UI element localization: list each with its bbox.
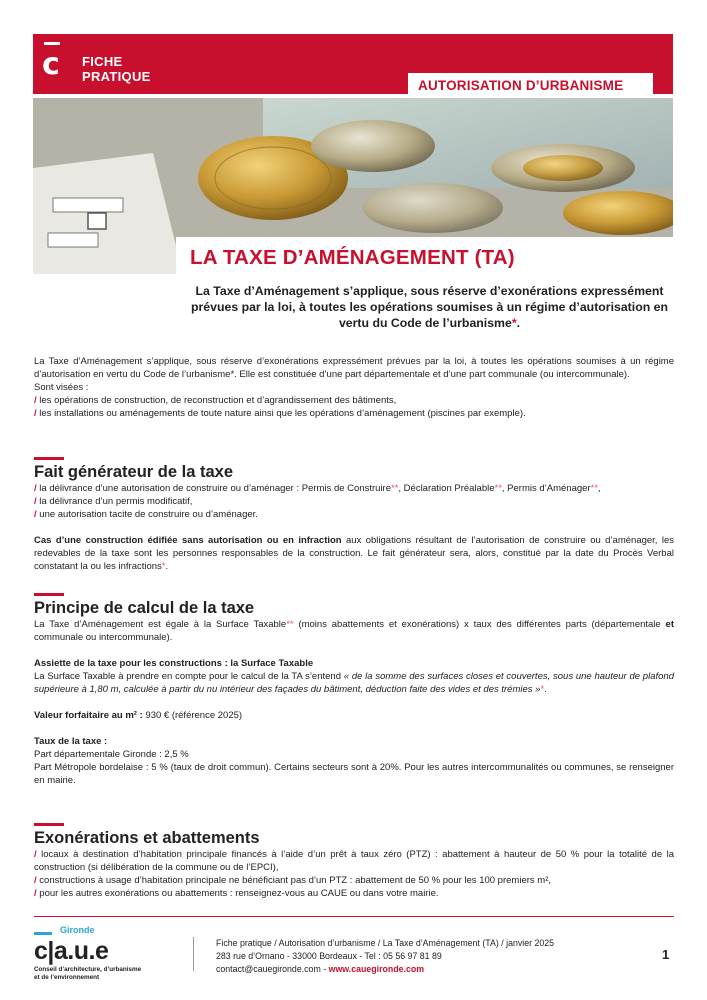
page-number: 1 <box>662 947 670 962</box>
principe-paragraph <box>34 618 674 644</box>
asterisk: ** <box>390 483 399 494</box>
section-divider <box>34 593 64 596</box>
list-item-text: les opérations de construction, de reconstruction et d’agrandissement des bâtiments, <box>39 395 397 406</box>
caue-gironde-label: Gironde <box>60 925 95 935</box>
infraction-text: aux obligations résultant de l’autorisation de construire ou d’aménager, les redevables de la taxe sont les personnes responsables de la construction. Le fait générateur sera, alors, constitué par la date du Procès Verbal constatant la ou les infractions <box>34 535 674 572</box>
footer-website-link[interactable]: www.cauegironde.com <box>328 964 425 974</box>
fait-generateur-section <box>34 482 674 573</box>
assiette-text: La Surface Taxable à prendre en compte pour le calcul de la TA s’entend <box>34 671 344 682</box>
list-item-text: , Déclaration Préalable <box>398 483 495 494</box>
caue-subtitle-line: et de l’environnement <box>34 974 100 981</box>
list-item: / les opérations de construction, de reconstruction et d’agrandissement des bâtiments, <box>34 395 397 406</box>
valeur-forfaitaire <box>34 709 674 722</box>
principe-text: (moins abattements et exonérations) x taux des différentes parts (départementale <box>293 619 666 630</box>
footer-email[interactable]: contact@cauegironde.com - <box>216 964 329 974</box>
list-item-text: , Permis d’Aménager <box>501 483 591 494</box>
exonerations-section <box>34 848 674 900</box>
fiche-line2: PRATIQUE <box>82 69 151 84</box>
caue-subtitle <box>34 966 194 982</box>
assiette-title: Assiette de la taxe pour les constructions : la Surface Taxable <box>34 658 314 669</box>
fiche-pratique-label <box>82 54 151 84</box>
section-title-principe: Principe de calcul de la taxe <box>34 599 255 617</box>
asterisk: ** <box>590 483 599 494</box>
lead-end: . <box>516 316 521 330</box>
list-item: / les installations ou aménagements de toute nature ainsi que les opérations d’aménagement (piscines par exemple). <box>34 408 526 419</box>
intro-paragraph: La Taxe d’Aménagement s’applique, sous réserve d’exonérations expressément prévues par la loi, à toutes les opérations soumises à un régime d’autorisation en vertu du Code de l’urbanisme*. Elle est constituée d’une part départementale et d’une part communale (ou intercommunale). <box>34 356 674 380</box>
caue-logo-mark: c <box>42 47 60 82</box>
assiette-end: . <box>544 684 547 695</box>
infraction-end: . <box>165 561 169 572</box>
list-item-text: locaux à destination d’habitation principale financés à l’aide d’un prêt à taux zéro (PTZ) : abattement à hauteur de 50 % pour la totalité de la construction (si délibération de la commune ou de l’EPCI), <box>34 849 674 873</box>
infraction-paragraph <box>34 534 674 573</box>
lead-text: La Taxe d’Aménagement s’applique, sous réserve d’exonérations expressément prévues par la loi, à toutes les opérations soumises à un régime d’autorisation en vertu du Code de l’urbanisme <box>191 284 668 330</box>
taux-line: Part départementale Gironde : 2,5 % <box>34 749 189 760</box>
intro-sont-visees: Sont visées : <box>34 382 89 393</box>
list-item-text: la délivrance d’un permis modificatif, <box>39 496 193 507</box>
list-item-text: constructions à usage d’habitation principale ne bénéficiant pas d’un PTZ : abattement de 50 % pour les 100 premiers m², <box>39 875 551 886</box>
section-title-exonerations: Exonérations et abattements <box>34 829 260 847</box>
valeur-label: Valeur forfaitaire au m² : <box>34 710 143 721</box>
footer-divider <box>34 916 674 917</box>
section-divider <box>34 457 64 460</box>
list-item: / la délivrance d’un permis modificatif, <box>34 496 193 507</box>
principe-text: communale ou intercommunale). <box>34 632 173 643</box>
list-item-text: une autorisation tacite de construire ou d’aménager. <box>39 509 258 520</box>
valeur-value: 930 € (référence 2025) <box>142 710 243 721</box>
infraction-bold: Cas d’une construction édifiée sans autorisation ou en infraction <box>34 535 342 546</box>
footer-info <box>216 937 554 976</box>
assiette-paragraph <box>34 670 674 696</box>
list-item-text: , <box>598 483 601 494</box>
asterisk: ** <box>494 483 502 494</box>
caue-subtitle-line: Conseil d’architecture, d’urbanisme <box>34 966 142 973</box>
caue-logo-bar <box>34 932 52 935</box>
list-item: / la délivrance d’une autorisation de construire ou d’aménager : Permis de Construire**, Déclaration Préalable**, Permis d’Aménager**, <box>34 483 601 494</box>
principe-text: La Taxe d’Aménagement est égale à la Surface Taxable <box>34 619 287 630</box>
page-title: LA TAXE D’AMÉNAGEMENT (TA) <box>190 246 515 269</box>
list-item-text: les installations ou aménagements de toute nature ainsi que les opérations d’aménagement (piscines par exemple). <box>39 408 526 419</box>
principe-bold: et <box>665 619 674 630</box>
list-item-text: la délivrance d’une autorisation de construire ou d’aménager : Permis de Construire <box>39 483 391 494</box>
asterisk: * <box>161 561 166 572</box>
principe-section <box>34 618 674 787</box>
lead-asterisk: * <box>511 316 517 330</box>
list-item: / constructions à usage d’habitation principale ne bénéficiant pas d’un PTZ : abattement de 50 % pour les 100 premiers m², <box>34 875 551 886</box>
list-item: / locaux à destination d’habitation principale financés à l’aide d’un prêt à taux zéro (PTZ) : abattement à hauteur de 50 % pour la totalité de la construction (si délibération de la commune ou de l’EPCI), <box>34 849 674 873</box>
category-label: AUTORISATION D’URBANISME <box>418 78 624 93</box>
list-item-text: pour les autres exonérations ou abattements : renseignez-vous au CAUE ou dans votre mairie. <box>39 888 439 899</box>
taux-title: Taux de la taxe : <box>34 736 108 747</box>
list-item: / pour les autres exonérations ou abattements : renseignez-vous au CAUE ou dans votre mairie. <box>34 888 439 899</box>
list-item: / une autorisation tacite de construire ou d’aménager. <box>34 509 258 520</box>
footer-line: Fiche pratique / Autorisation d’urbanisme / La Taxe d’Aménagement (TA) / janvier 2025 <box>216 938 555 948</box>
fiche-line1: FICHE <box>82 54 123 69</box>
asterisk: * <box>540 684 545 695</box>
section-divider <box>34 823 64 826</box>
section-title-fait-generateur: Fait générateur de la taxe <box>34 463 233 481</box>
assiette-quote: « de la somme des surfaces closes et couvertes, sous une hauteur de plafond supérieure à 1,80 m, calculée à partir du nu intérieur des façades du bâtiment, déduction faite des vides et des trémies » <box>34 671 674 695</box>
footer-contact <box>216 963 554 976</box>
caue-logo: c|a.u.e <box>34 937 109 965</box>
footer-address: 283 rue d’Ornano - 33000 Bordeaux - Tel : 05 56 97 81 89 <box>216 951 442 961</box>
asterisk: ** <box>286 619 294 630</box>
logo-bar <box>44 42 60 45</box>
lead-paragraph <box>186 283 673 331</box>
taux-line: Part Métropole bordelaise : 5 % (taux de droit commun). Certains secteurs sont à 20%. Pour les autres intercommunalités ou communes, se renseigner en mairie. <box>34 762 674 786</box>
footer-separator <box>193 937 194 971</box>
intro-section <box>34 355 674 420</box>
